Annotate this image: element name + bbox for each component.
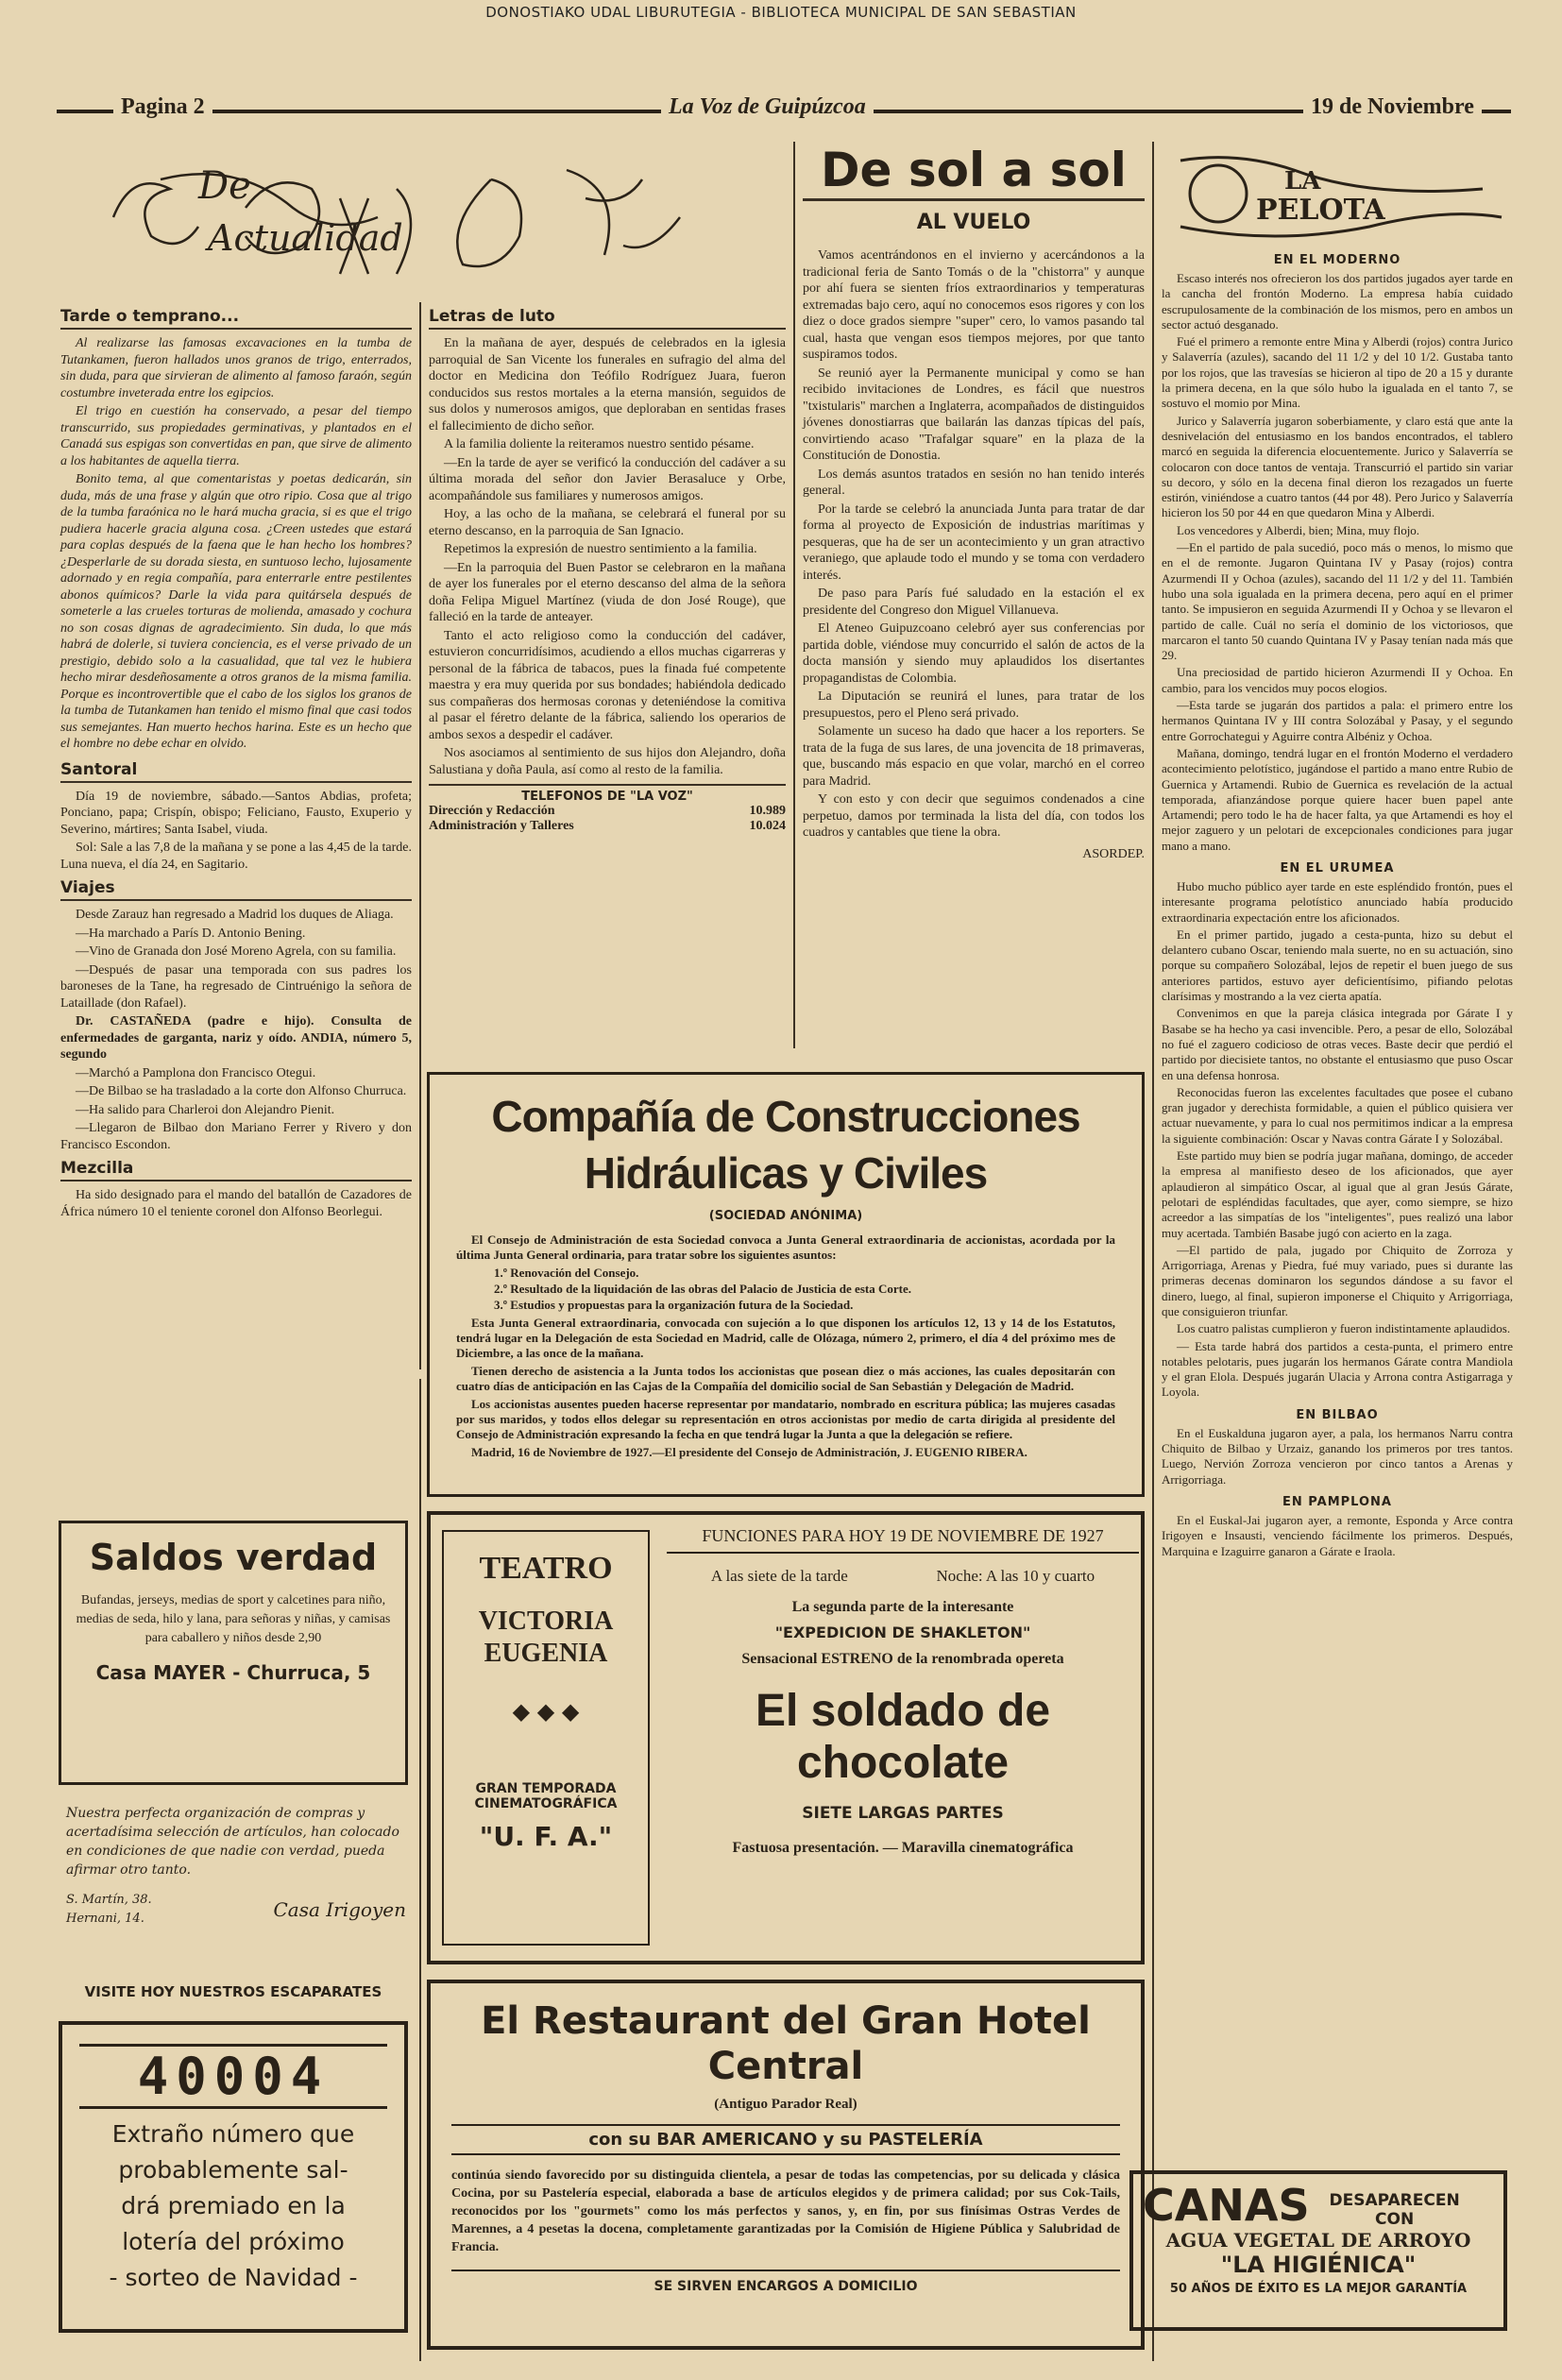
telefono-label: Dirección y Redacción xyxy=(429,804,555,818)
al-vuelo-subtitle: AL VUELO xyxy=(916,211,1031,234)
paragraph: —De Bilbao se ha trasladado a la corte don Alfonso Churruca. xyxy=(76,1084,407,1098)
mezcla-title: Mezcilla xyxy=(60,1159,412,1182)
teatro-ad xyxy=(427,1511,1145,1964)
paragraph: A la familia doliente la reiteramos nuestro sentido pésame. xyxy=(444,437,755,451)
issue-date: 19 de Noviembre xyxy=(1303,94,1482,120)
library-banner: DONOSTIAKO UDAL LIBURUTEGIA - BIBLIOTECA MUNICIPAL DE SAN SEBASTIAN xyxy=(485,4,1077,21)
telefono-label: Administración y Talleres xyxy=(429,819,574,833)
de-sol-a-sol-body xyxy=(803,247,1145,842)
teatro-season: GRAN TEMPORADA CINEMATOGRÁFICA xyxy=(474,1781,618,1811)
restaurant-title: El Restaurant del Gran Hotel Central xyxy=(481,1999,1091,2088)
section-bilbao: EN BILBAO xyxy=(1296,1407,1379,1422)
paragraph: El Consejo de Administración de esta Sociedad convoca a Junta General extraordinaria de accionistas, acordada por la última Junta General ordinaria, para tratar sobre los siguientes asuntos: xyxy=(456,1232,1115,1262)
lottery-ad xyxy=(59,2021,408,2333)
agenda-item: 2.º Resultado de la liquidación de las obras del Palacio de Justicia de esta Corte. xyxy=(494,1282,911,1296)
lottery-number: 40004 xyxy=(79,2044,387,2109)
paragraph: Jurico y Salaverría jugaron soberbiamente, y claro está que ante la desnivelación del entusiasmo en los bandos encontrados, el tablero marcó en seguida la diferencia elocuentemente. Jurico y Salaverría se colocaron con doce tantos de ventaja. Transcurrió el partido sin variar su decoro, y sólo en la decena final dieron los rezagados un fuerte estirón, viniéndose a cuatro tantos (44 por 48). Pero Jurico y Salaverría hicieron los 50 por 44 en que quedaron Mina y Alberdi. xyxy=(1162,413,1513,520)
paragraph: —En el partido de pala sucedió, poco más o menos, lo mismo que en el de remonte. Jugaron Quintana IV y Pasay (rojos) contra Azurmendi II y Ochoa (azules), sacando del 11 1/2 y del 11. También hubo una sola igualada en la primera decena, pero aquí en el primer tanto. Se impusieron en seguida Azurmendi II y Ochoa y se llevaron el partido de calle. Cuál no sería el dominio de los victoriosos, que marcaron el tanto 50 cuando Quintana IV y Pasay tenían nada más que 29. xyxy=(1162,540,1513,663)
paragraph: —Marchó a Pamplona don Francisco Otegui. xyxy=(76,1065,316,1080)
column-1 xyxy=(60,307,412,1226)
saldos-shop: Casa MAYER - Churruca, 5 xyxy=(95,1661,371,1684)
paragraph: Nos asociamos al sentimiento de sus hijos don Alejandro, doña Salustiana y doña Paula, así como al resto de la familia. xyxy=(429,746,786,777)
canas-product: AGUA VEGETAL DE ARROYO xyxy=(1165,2229,1471,2252)
paragraph: Reconocidas fueron las excelentes facultades que posee el cubano gran jugador y derechista formidable, a quien el público quisiera ver actuar nuevamente, y para lo cual nos permitimos indicar a la empresa la siguiente combinación: Oscar y Navas contra Gárate I y Solozábal. xyxy=(1162,1084,1513,1146)
restaurant-sub: (Antiguo Parador Real) xyxy=(714,2097,857,2112)
article-title-tarde: Tarde o temprano... xyxy=(60,307,412,330)
santoral-title: Santoral xyxy=(60,760,412,783)
viajes-title: Viajes xyxy=(60,878,412,901)
agenda-item: 3.º Estudios y propuestas para la organización futura de la Sociedad. xyxy=(494,1298,854,1312)
paragraph: La Diputación se reunirá el lunes, para tratar de los presupuestos, pero el Pleno será privado. xyxy=(803,689,1145,721)
compania-body xyxy=(456,1232,1115,1460)
teatro-program xyxy=(667,1526,1139,1857)
canas-subtitle: DESAPARECEN CON xyxy=(1329,2191,1460,2229)
paragraph: —Después de pasar una temporada con sus padres los baroneses de la Tane, ha regresado de Cintruénigo la señora de Lataillade (don Rafael). xyxy=(60,962,412,1011)
teatro-head: FUNCIONES PARA HOY 19 DE NOVIEMBRE DE 1927 xyxy=(667,1526,1139,1554)
telefono-row xyxy=(429,804,786,819)
column-3 xyxy=(803,142,1145,862)
script-ad-address: S. Martín, 38. Hernani, 14. xyxy=(66,1893,152,1926)
paragraph: Los accionistas ausentes pueden hacerse representar por mandatario, nombrado en escritura pública; las mujeres casadas por sus maridos, y todos ellos delegar su representación en otros accionistas por medio de carta dirigida al presidente del Consejo de Administración expresando la fecha en que tendrá lugar la Junta a que la delegación se refiere. xyxy=(456,1397,1115,1441)
canas-guarantee: 50 AÑOS DE ÉXITO ES LA MEJOR GARANTÍA xyxy=(1169,2282,1468,2296)
paragraph: Solamente un suceso ha dado que hacer a los reporters. Se trata de la fuga de sus lares, de una jovencita de 18 primaveras, que, buscando más espacio en que volar, marchó en el correo para Madrid. xyxy=(803,724,1145,789)
lottery-text xyxy=(70,2116,397,2296)
paragraph: Esta Junta General extraordinaria, convocada con sujeción a lo que disponen los artículos 12, 13 y 14 de los Estatutos, tendrá lugar en la Delegación de esta Sociedad en Madrid, calle de Olózaga, número 2, primero, el día 4 del próximo mes de Diciembre, a las once de la mañana. xyxy=(456,1316,1115,1360)
lottery-line: probablemente sal- xyxy=(118,2156,348,2184)
paragraph: Ha sido designado para el mando del batallón de Cazadores de África número 10 el teniente coronel don Alfonso Beorlegui. xyxy=(60,1188,412,1219)
paragraph: Se reunió ayer la Permanente municipal y como se han recibido invitaciones de Londres, es fácil que nuestros "txistularis" marchen a Inglaterra, acompañados de distinguidos jóvenes donostiarras que bailarán las danzas típicas del país, convirtiendo acaso "Trafalgar square" en la plaza de la Constitución de Donostia. xyxy=(803,366,1145,463)
paragraph: Los cuatro palistas cumplieron y fueron indistintamente aplaudidos. xyxy=(1177,1321,1511,1336)
saldos-body: Bufandas, jerseys, medias de sport y calcetines para niño, medias de seda, hilo y lana, para señoras y niñas, y camisas para caballero y niños desde 2,90 xyxy=(76,1593,391,1645)
saldos-ad xyxy=(59,1521,408,1785)
moderno-body xyxy=(1162,271,1513,854)
teatro-time-tarde: A las siete de la tarde xyxy=(710,1567,848,1585)
paragraph: — Esta tarde habrá dos partidos a cesta-punta, el primero entre notables pelotaris, pues jugarán los hermanos Gárate contra Mandiola y el gran Elola. Después jugarán Ulacia y Arrona contra Astigarraga y Loyola. xyxy=(1162,1338,1513,1400)
viajes-body xyxy=(60,907,412,1153)
teatro-film: El soldado de chocolate xyxy=(755,1686,1051,1788)
letras-de-luto-body xyxy=(429,335,786,778)
restaurant-body: continúa siendo favorecido por su distinguida clientela, a pesar de todas las competencias, por su delicada y clásica Cocina, por su Pastelería especial, elaborada a base de artículos elegidos y de primera calidad; por sus Cok-Tails, reconocidos por los "gourmets" como los más perfectos y sanos, y, en fin, por sus finísimas Ostras Verdes de Marennes, a 4 pesetas la docena, completamente garantizadas por la Comisión de Higiene Pública y Salubridad de Francia. xyxy=(451,2168,1120,2254)
paragraph: Escaso interés nos ofrecieron los dos partidos jugados ayer tarde en la cancha del frontón Moderno. La empresa había cuidado escrupulosamente de la combinación de los mismos, pero en ambos un sector actuó desganado. xyxy=(1162,271,1513,332)
paragraph: En el primer partido, jugado a cesta-punta, hizo su debut el delantero cubano Oscar, teniendo mala suerte, no en su actuación, sino porque su compañero Solozábal, lejos de repetir el buen juego de sus anteriores partidos, estuvo ayer deficientísimo, pifiando pelotas clarísimas y mostrando a la vez cierta apatía. xyxy=(1162,926,1513,1004)
paragraph: Los demás asuntos tratados en sesión no han tenido interés general. xyxy=(803,467,1145,498)
paragraph: Mañana, domingo, tendrá lugar en el frontón Moderno el verdadero acontecimiento pelotístico, jugándose el partido a mano entre Rubio de Guernica y Artamendi. Rubio de Guernica es revelación de la actual temporada, afianzándose porque quiere hacer buen papel ante Artamendi; pero todo le ha de hacer falta, ya que Artamendi es hoy el mejor zaguero y un pelotari de excepcionales condiciones para jugar mano a mano. xyxy=(1162,745,1513,853)
paragraph: Este partido muy bien se podría jugar mañana, domingo, de acceder la empresa al manifiesto deseo de los aficionados, que ayer aplaudieron al simpático Oscar, al igual que al gran Jesús Gárate, pelotari de espléndidas facultades, que ayer, como siempre, se hizo acreedor a las simpatías de los "inteligentes", pues realizó una labor muy acertada. También Basabe jugó con acierto en la zaga. xyxy=(1162,1148,1513,1240)
telefono-row xyxy=(429,819,786,834)
canas-header xyxy=(1143,2182,1494,2229)
paragraph: —El partido de pala, jugado por Chiquito de Zorroza y Arrigorriaga, Arenas y Piedra, fué muy variado, pues si durante las primeras decenas dominaron los segundos dándose a su favor el dinero, luego, al final, supieron imponerse el Chiquito y Arrigorriaga, que consiguieron triunfar. xyxy=(1162,1242,1513,1318)
saldos-title: Saldos verdad xyxy=(89,1537,378,1578)
script-ad-signature: Casa Irigoyen xyxy=(273,1898,406,1921)
restaurant-ad xyxy=(427,1980,1145,2350)
compania-ad xyxy=(427,1072,1145,1497)
paragraph: Los vencedores y Alberdi, bien; Mina, muy flojo. xyxy=(1177,522,1420,537)
restaurant-bar: con su BAR AMERICANO y su PASTELERÍA xyxy=(451,2124,1120,2155)
section-pamplona: EN PAMPLONA xyxy=(1282,1494,1392,1509)
escaparates-line: VISITE HOY NUESTROS ESCAPARATES xyxy=(84,1983,382,2000)
newspaper-name: La Voz de Guipúzcoa xyxy=(661,94,874,120)
restaurant-foot: SE SIRVEN ENCARGOS A DOMICILIO xyxy=(451,2270,1120,2294)
santoral-body xyxy=(60,789,412,874)
teatro-word: TEATRO xyxy=(479,1551,613,1586)
article-tarde-body xyxy=(60,335,412,753)
paragraph: —Ha marchado a París D. Antonio Bening. xyxy=(76,926,306,941)
telefonos-title: TELEFONOS DE "LA VOZ" xyxy=(429,784,786,804)
paragraph: Una preciosidad de partido hicieron Azurmendi II y Ochoa. En cambio, para los vencidos muy pocos elogios. xyxy=(1162,665,1513,695)
casa-irigoyen-ad xyxy=(66,1804,406,1955)
teatro-line2: "EXPEDICION DE SHAKLETON" xyxy=(774,1624,1031,1641)
section-moderno: EN EL MODERNO xyxy=(1273,253,1401,267)
paragraph: —En la tarde de ayer se verificó la conducción del cadáver a su última morada del señor don Javier Berasaluce y Orbe, acompañándole sus familiares y numerosos amigos. xyxy=(429,455,786,503)
actualidad-illustration xyxy=(57,142,793,293)
paragraph: Hoy, a las ocho de la mañana, se celebrará el funeral por su eterno descanso, en la parroquia de San Ignacio. xyxy=(429,507,786,538)
urumea-body xyxy=(1162,879,1513,1401)
teatro-name-panel xyxy=(442,1530,650,1946)
paragraph: —En la parroquia del Buen Pastor se celebraron en la mañana de ayer los funerales por el eterno descanso del alma de la señora doña Felipa Miguel Martínez (viuda de don José Rouge), que falleció en la tarde de anteayer. xyxy=(429,560,786,624)
paragraph: Y con esto y con decir que seguimos condenados a cine perpetuo, damos por terminada la lista del día, con todos los cuadros y cantables que tiene la obra. xyxy=(803,792,1145,840)
paragraph: Desde Zarauz han regresado a Madrid los duques de Aliaga. xyxy=(76,908,394,922)
paragraph: Madrid, 16 de Noviembre de 1927.—El presidente del Consejo de Administración, J. EUGENIO RIBERA. xyxy=(471,1445,1027,1459)
bilbao-body xyxy=(1162,1426,1513,1488)
teatro-line3: Sensacional ESTRENO de la renombrada opereta xyxy=(741,1651,1064,1667)
paragraph: El trigo en cuestión ha conservado, a pesar del tiempo transcurrido, sus propiedades germinativas, y plantados en el Canadá sus espigas son convertidas en pan, que sirve de alimento a los habitantes de aquella tierra. xyxy=(60,404,412,468)
paragraph: Al realizarse las famosas excavaciones en la tumba de Tutankamen, fueron hallados unos granos de trigo, enterrados, sin duda, para que sirvieran de alimento al famoso faraón, según costumbre inveterada entre los egipcios. xyxy=(60,336,412,400)
pamplona-body xyxy=(1162,1513,1513,1559)
paragraph: —Llegaron de Bilbao don Mariano Ferrer y Rivero y don Francisco Escondon. xyxy=(60,1121,412,1152)
paragraph: El Ateneo Guipuzcoano celebró ayer sus conferencias por partida doble, viéndose muy concurrido el salón de actos de la docta mansión y siendo muy aplaudidos los disertantes propagandistas de Colombia. xyxy=(803,621,1145,686)
teatro-name: VICTORIA EUGENIA xyxy=(478,1606,614,1668)
paragraph: Tanto el acto religioso como la conducción del cadáver, estuvieron concurridísimos, acudiendo a ellos muchas cigarreras y personal de la fábrica de tabacos, pues la finada fué competente maestra y era muy querida por sus bondades; habiéndola dedicado sus compañeras dos hermosas coronas y deteniéndose la comitiva al pasar el féretro delante de la fábrica, saliendo los operarios de ambos sexos a despedir el cadáver. xyxy=(429,628,786,742)
teatro-foot: Fastuosa presentación. — Maravilla cinematográfica xyxy=(732,1840,1074,1856)
teatro-time-noche: Noche: A las 10 y cuarto xyxy=(936,1567,1095,1585)
paragraph: En la mañana de ayer, después de celebrados en la iglesia parroquial de San Vicente los funerales en sufragio del alma del doctor en Medicina don Teófilo Rodríguez Juara, fueron conducidos sus restos mortales a la eterna mansión, seguidos de sus dolos y numerosos amigos, que deploraban en sentidas frases el fallecimiento de dicho señor. xyxy=(429,336,786,434)
script-ad-text: Nuestra perfecta organización de compras y acertadísima selección de artículos, han colocado en condiciones de que nadie con verdad, pueda afirmar otro tanto. xyxy=(66,1806,399,1878)
paragraph: Convenimos en que la pareja clásica integrada por Gárate I y Basabe se ha hecho ya casi invencible. Pero, a pesar de ello, Solozábal no fué el zaguero codicioso de otras veces. Baste decir que perdió el partido por diecisiete tantos, no obstante el entusiasmo que puso Oscar en una defensa honrosa. xyxy=(1162,1006,1513,1082)
mezcla-body xyxy=(60,1187,412,1220)
telefono-number: 10.989 xyxy=(749,804,786,818)
svg-text:De: De xyxy=(198,164,251,208)
paragraph: Tienen derecho de asistencia a la Junta todos los accionistas que posean diez o más acciones, las cuales depositarán con cuatro días de anticipación en las Cajas de la Compañía del domicilio social de San Sebastián y Delegación de Madrid. xyxy=(456,1364,1115,1393)
compania-sub: (SOCIEDAD ANÓNIMA) xyxy=(708,1209,863,1223)
paragraph: Dr. CASTAÑEDA (padre e hijo). Consulta de enfermedades de garganta, nariz y oído. ANDIA, número 5, segundo xyxy=(60,1014,412,1062)
page-number: Pagina 2 xyxy=(113,94,212,120)
column-4 xyxy=(1162,142,1513,1565)
la-pelota-logo xyxy=(1162,142,1513,246)
lottery-line: drá premiado en la xyxy=(121,2192,346,2219)
teatro-line1: La segunda parte de la interesante xyxy=(791,1599,1014,1615)
teatro-times xyxy=(667,1567,1139,1586)
paragraph: Fué el primero a remonte entre Mina y Alberdi (rojos) contra Jurico y Salaverría (azules), sacando del 11 1/2 y del 10 1/2. Gustaba tanto por los rojos, que las travesías se hicieron al tipo de 20 a 15 y durante la primera decena, en la que sólo hubo la igualada en el tanto 7, se sostuvo el momio por Mina. xyxy=(1162,334,1513,411)
paragraph: Día 19 de noviembre, sábado.—Santos Abdias, profeta; Ponciano, papa; Crispín, obispo; Feliciano, Fausto, Exuperio y Severino, mártires; Santa Isabel, viuda. xyxy=(60,789,412,837)
lottery-line: - sorteo de Navidad - xyxy=(109,2264,358,2291)
de-sol-a-sol-title: De sol a sol xyxy=(803,142,1145,201)
svg-text:Actualidad: Actualidad xyxy=(208,217,403,259)
letras-de-luto-title: Letras de luto xyxy=(429,307,786,330)
author-signature: ASORDEP. xyxy=(1082,846,1145,861)
telefono-number: 10.024 xyxy=(749,819,786,833)
paragraph: Vamos acentrándonos en el invierno y acercándonos a la tradicional feria de Santo Tomás o de la "chistorra" y aunque por ahí fuera se sienten fríos extraordinarios y temperaturas extremadas bajo cero, aquí no conocemos esos rigores y con los diez o doce grados siempre "super" cero, lo vamos pasando tal cual, hasta que vengan esos tiempos mejores, por que tanto suspiramos todos. xyxy=(803,248,1145,362)
agenda-item: 1.º Renovación del Consejo. xyxy=(494,1266,639,1280)
svg-text:LA: LA xyxy=(1284,167,1321,196)
column-2 xyxy=(429,307,786,834)
svg-text:PELOTA: PELOTA xyxy=(1256,194,1385,227)
canas-title: CANAS xyxy=(1143,2180,1310,2231)
paragraph: —Ha salido para Charleroi don Alejandro Pienit. xyxy=(76,1102,335,1117)
paragraph: En el Euskalduna jugaron ayer, a pala, los hermanos Narru contra Chiquito de Bilbao y Urzaiz, ganando los primeros por tres tantos. Luego, Nervión Zorroza vencieron por cinco tantos a Arenas y Arrigorriaga. xyxy=(1162,1425,1513,1487)
paragraph: Hubo mucho público ayer tarde en este espléndido frontón, pues el interesante programa pelotístico anunciado había producido extraordinaria expectación entre los aficionados. xyxy=(1162,878,1513,925)
paragraph: En el Euskal-Jai jugaron ayer, a remonte, Esponda y Arce contra Irigoyen e Insausti, venciendo fácilmente los primeros. Después, Marquina e Izaguirre ganaron a Gárate e Iraola. xyxy=(1162,1512,1513,1558)
paragraph: Sol: Sale a las 7,8 de la mañana y se pone a las 4,45 de la tarde. Luna nueva, el día 24, en Sagitario. xyxy=(60,841,412,872)
paragraph: Por la tarde se celebró la anunciada Junta para tratar de dar forma al proyecto de Exposición de industrias marítimas y pesqueras, que ha de ser un acontecimiento y un gran atractivo veraniego, que aplaude todo el mundo y se toma con verdadero interés. xyxy=(803,502,1145,583)
canas-brand: "LA HIGIÉNICA" xyxy=(1220,2252,1417,2278)
decor-icon: ◆ ◆ ◆ xyxy=(512,1698,580,1725)
lottery-line: lotería del próximo xyxy=(122,2228,345,2255)
paragraph: —Esta tarde se jugarán dos partidos a pala: el primero entre los hermanos Quintana IV y III contra Solozábal y Pasay, y el segundo entre Gorrochategui y Aguirre contra Albéniz y Ochoa. xyxy=(1162,698,1513,743)
page-header xyxy=(57,94,1511,127)
compania-title: Compañía de Construcciones Hidráulicas y Civiles xyxy=(491,1092,1080,1198)
teatro-ufa: "U. F. A." xyxy=(479,1821,613,1852)
paragraph: Bonito tema, al que comentaristas y poetas dedicarán, sin duda, más de una frase y algún que otro ripio. Cosa que al trigo de la tumba faraónica no le hará mucha gracia, si es que el trigo pudiera hacerle gracia alguna cosa. ¿Creen ustedes que estará para coplas después de la faena que le han hecho los hombres? ¿Desperlarle de su dorada siesta, en suntuoso lecho, lujosamente adornado y en regia compañía, para enterrarle entre pestilentes abonos químicos? Darle la vida para quitársela después de someterle a las crueles torturas de molienda, amasado y cochura no son cosas dignas de agradecimiento. Sin duda, lo que más habrá de dolerle, si tuviera conciencia, es el verse privado de un prestigio, debido solo a la casualidad, que tal vez le hubiera hecho mirar desdeñosamente a otros granos de la misma familia. Porque es incontrovertible que el cabo de los siglos los granos de la tumba de Tutankamen han tenido el mismo final que casi todos sus semejantes. Han muerto hechos harina. Este es un hecho que el hombre no debe echar en olvido. xyxy=(60,472,412,751)
teatro-parts: SIETE LARGAS PARTES xyxy=(802,1804,1004,1823)
canas-ad xyxy=(1129,2170,1507,2331)
lottery-line: Extraño número que xyxy=(111,2120,355,2148)
paragraph: Repetimos la expresión de nuestro sentimiento a la familia. xyxy=(444,542,757,556)
paragraph: —Vino de Granada don José Moreno Agrela, con su familia. xyxy=(76,944,397,959)
section-urumea: EN EL URUMEA xyxy=(1280,860,1395,876)
paragraph: De paso para París fué saludado en la estación el ex presidente del Congreso don Miguel Villanueva. xyxy=(803,586,1145,618)
